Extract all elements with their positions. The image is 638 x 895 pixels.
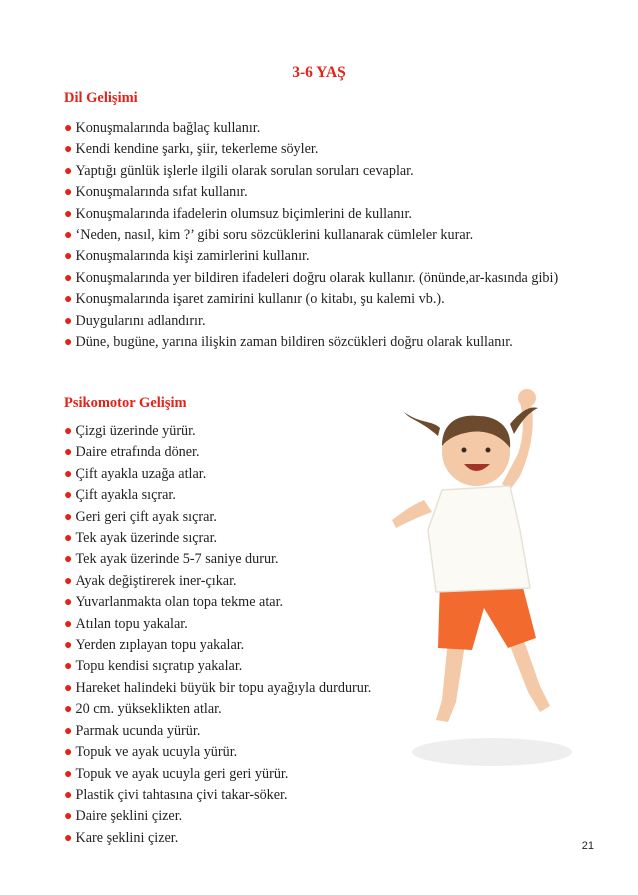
list-item	[64, 289, 579, 310]
list-item-text: Topuk ve ayak ucuyla geri geri yürür.	[75, 765, 289, 782]
bullet-icon: ●	[64, 163, 73, 179]
list-item-text: Konuşmalarında ifadelerin olumsuz biçimlerini de kullanır.	[75, 205, 412, 222]
bullet-icon: ●	[64, 142, 73, 158]
list-item-text: Konuşmalarında yer bildiren ifadeleri doğru olarak kullanır. (önünde,ar-kasında gibi)	[75, 269, 559, 286]
bullet-icon: ●	[64, 121, 73, 136]
list-item	[64, 204, 579, 225]
list-item	[64, 225, 579, 246]
bullet-icon: ●	[64, 185, 73, 201]
page-number: 21	[581, 840, 594, 852]
list-item-text: Çift ayakla uzağa atlar.	[75, 465, 207, 482]
list-item-text: Topuk ve ayak ucuyla yürür.	[75, 744, 238, 761]
list-item	[64, 182, 579, 203]
list-item-text: Düne, bugüne, yarına ilişkin zaman bildiren sözcükleri doğru olarak kullanır.	[75, 334, 513, 351]
bullet-icon: ●	[64, 292, 73, 308]
list-item-text: Konuşmalarında kişi zamirlerini kullanır.	[75, 248, 310, 265]
bullet-icon: ●	[64, 766, 73, 782]
list-item-text: Ayak değiştirerek iner-çıkar.	[75, 572, 237, 589]
bullet-icon: ●	[64, 424, 73, 439]
white-top	[428, 486, 530, 592]
bullet-icon: ●	[64, 228, 73, 244]
bullet-icon: ●	[64, 787, 73, 803]
bullet-icon: ●	[64, 313, 73, 329]
bullet-icon: ●	[64, 335, 73, 351]
list-item	[64, 118, 579, 139]
bullet-icon: ●	[64, 595, 73, 611]
bullet-icon: ●	[64, 270, 73, 286]
list-item-text: Tek ayak üzerinde 5-7 saniye durur.	[75, 551, 279, 568]
bullet-icon: ●	[64, 680, 73, 696]
list-item-text: Konuşmalarında işaret zamirini kullanır (o kitabı, şu kalemi vb.).	[75, 291, 445, 308]
list-item-text: Yerden zıplayan topu yakalar.	[75, 637, 245, 654]
list-item	[64, 246, 579, 267]
list-item-text: 20 cm. yükseklikten atlar.	[75, 701, 222, 718]
list-item-text: Topu kendisi sıçratıp yakalar.	[75, 658, 243, 675]
eye-left	[462, 448, 467, 453]
list-item-text: Parmak ucunda yürür.	[75, 722, 201, 739]
list-item-text: Atılan topu yakalar.	[75, 615, 188, 632]
list-item-text: Hareket halindeki büyük bir topu ayağıyla durdurur.	[75, 679, 372, 696]
bullet-icon: ●	[64, 745, 73, 761]
list-item-text: Konuşmalarında bağlaç kullanır.	[75, 120, 261, 136]
bullet-icon: ●	[64, 573, 73, 589]
list-item-text: Geri geri çift ayak sıçrar.	[75, 508, 217, 525]
list-item	[64, 828, 444, 849]
list-item	[64, 785, 444, 806]
bullet-icon: ●	[64, 206, 73, 222]
list-item	[64, 161, 579, 182]
list-item	[64, 806, 444, 827]
section-heading-dil-gelisimi: Dil Gelişimi	[64, 90, 138, 106]
bullet-icon: ●	[64, 552, 73, 568]
bullet-icon: ●	[64, 466, 73, 482]
list-item-text: Çizgi üzerinde yürür.	[75, 423, 196, 439]
list-item-text: Duygularını adlandırır.	[75, 312, 206, 329]
list-item-text: Yuvarlanmakta olan topa tekme atar.	[75, 594, 284, 611]
eye-right	[486, 448, 491, 453]
bullet-icon: ●	[64, 638, 73, 654]
list-item	[64, 139, 579, 160]
floor-shadow	[412, 738, 572, 766]
list-item-text: ‘Neden, nasıl, kim ?’ gibi soru sözcüklerini kullanarak cümleler kurar.	[75, 227, 474, 244]
bullet-icon: ●	[64, 809, 73, 825]
list-item-text: Tek ayak üzerinde sıçrar.	[75, 530, 218, 547]
jumping-child-illustration	[380, 380, 590, 780]
bullet-icon: ●	[64, 659, 73, 675]
list-item-text: Çift ayakla sıçrar.	[75, 487, 176, 504]
bullet-icon: ●	[64, 445, 73, 461]
bullet-icon: ●	[64, 616, 73, 632]
pigtail-left	[404, 412, 440, 436]
list-item-text: Yaptığı günlük işlerle ilgili olarak sorulan soruları cevaplar.	[75, 162, 414, 179]
bullet-icon: ●	[64, 723, 73, 739]
bullet-icon: ●	[64, 249, 73, 265]
list-item	[64, 268, 579, 289]
list-item-text: Kare şeklini çizer.	[75, 829, 179, 846]
bullet-icon: ●	[64, 488, 73, 504]
list-item-text: Konuşmalarında sıfat kullanır.	[75, 184, 248, 201]
list-item	[64, 311, 579, 332]
raised-hand	[518, 389, 536, 407]
dil-gelisimi-list	[64, 118, 579, 353]
page-title: 3-6 YAŞ	[292, 64, 346, 81]
list-item	[64, 332, 579, 353]
list-item-text: Kendi kendine şarkı, şiir, tekerleme söyler.	[75, 141, 319, 158]
section-heading-psikomotor-gelisim: Psikomotor Gelişim	[64, 395, 187, 411]
bullet-icon: ●	[64, 702, 73, 718]
bullet-icon: ●	[64, 509, 73, 525]
list-item-text: Plastik çivi tahtasına çivi takar-söker.	[75, 786, 288, 803]
lowered-arm	[392, 500, 432, 528]
list-item-text: Daire etrafında döner.	[75, 444, 200, 461]
bullet-icon: ●	[64, 830, 73, 846]
bullet-icon: ●	[64, 531, 73, 547]
list-item-text: Daire şeklini çizer.	[75, 808, 183, 825]
